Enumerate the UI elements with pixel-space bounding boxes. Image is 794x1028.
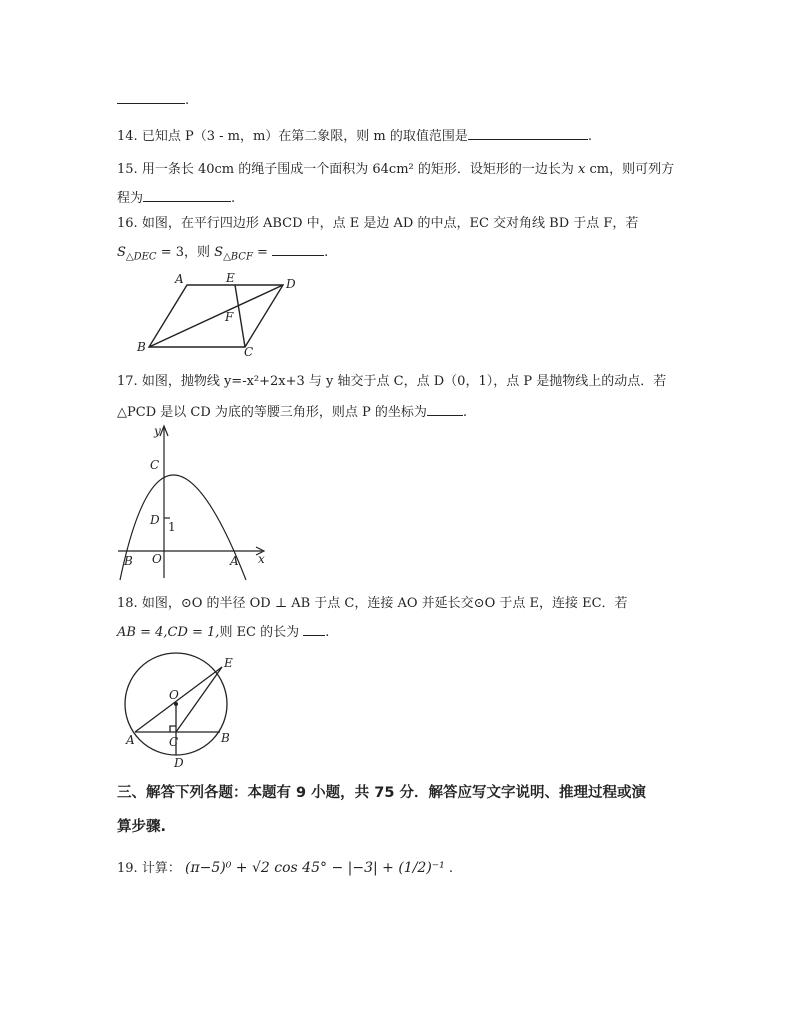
question-17: [117, 370, 666, 389]
label-a: A: [175, 272, 184, 286]
answer-blank: [303, 622, 325, 636]
question-number: 14.: [117, 129, 138, 144]
parabola-figure: [112, 420, 272, 582]
question-number: 19.: [117, 861, 138, 876]
question-number: 17.: [117, 374, 138, 389]
question-14: 14. 已知点 P（3 - m，m）在第二象限，则 m 的取值范围是 .: [117, 125, 592, 144]
label-x: x: [258, 552, 265, 566]
label-b: B: [221, 731, 230, 745]
answer-blank: [117, 90, 185, 104]
label-o: O: [169, 688, 179, 702]
question-text: 如图，在平行四边形 ABCD 中，点 E 是边 AD 的中点，EC 交对角线 BD 于点 F，若: [141, 216, 639, 231]
question-18-line2: AB = 4,CD = 1,则 EC 的长为 .: [117, 621, 329, 640]
question-text: 如图，抛物线 y=-x²+2x+3 与 y 轴交于点 C，点 D（0，1），点 P 是抛物线上的动点．若: [141, 374, 667, 389]
answer-blank: [427, 402, 463, 416]
question-19: 19. 计算： (π−5)⁰ + √2 cos 45° − |−3| + (1/2)⁻¹ .: [117, 860, 454, 876]
q13-answer-line: .: [117, 90, 189, 108]
label-y: y: [154, 424, 161, 438]
label-a: A: [230, 554, 239, 568]
label-c: C: [150, 458, 160, 472]
label-b: B: [137, 340, 146, 354]
answer-blank: [272, 242, 324, 256]
label-o: O: [152, 552, 162, 566]
question-16-line2: $S_{\triangle DEC} = 3$，则 $S_{\triangle BCF}$ = .: [117, 241, 328, 263]
question-number: 16.: [117, 216, 138, 231]
circle-figure: [118, 650, 248, 772]
label-e: E: [224, 656, 233, 670]
question-text: 如图，⊙O 的半径 OD ⊥ AB 于点 C，连接 AO 并延长交⊙O 于点 E，连接 EC．若: [141, 596, 628, 611]
parabola-curve: [120, 475, 246, 580]
label-c: C: [169, 735, 179, 749]
section-3-heading-line2: 算步骤.: [117, 819, 167, 835]
label-f: F: [225, 310, 234, 324]
right-angle-mark: [170, 726, 176, 732]
math-expression: (π−5)⁰ + √2 cos 45° − |−3| + (1/2)⁻¹: [184, 860, 445, 876]
question-number: 18.: [117, 596, 138, 611]
label-a: A: [126, 733, 135, 747]
answer-blank: [468, 126, 588, 140]
question-18: [117, 592, 628, 611]
label-c: C: [244, 345, 254, 359]
parallelogram-figure: [130, 270, 310, 360]
label-d: D: [150, 513, 160, 527]
section-3-heading: 三、解答下列各题：本题有 9 小题，共 75 分．解答应写文字说明、推理过程或演: [117, 785, 646, 801]
center-point: [174, 702, 178, 706]
question-16: [117, 212, 638, 231]
label-one: 1: [168, 520, 176, 534]
label-b: B: [124, 554, 133, 568]
label-d: D: [174, 756, 184, 770]
diagonal-bd: [149, 285, 283, 347]
question-15: 15. 用一条长 40cm 的绳子围成一个面积为 64cm² 的矩形．设矩形的一边长为 x cm，则可列方: [117, 162, 675, 177]
question-15-line2: 程为 .: [117, 187, 235, 206]
question-text: 已知点 P（3 - m，m）在第二象限，则 m 的取值范围是: [141, 129, 468, 144]
segment-ec: [176, 667, 222, 732]
answer-blank: [143, 188, 231, 202]
label-d: D: [286, 277, 296, 291]
segment-ec: [235, 285, 245, 347]
question-text: 用一条长 40cm 的绳子围成一个面积为 64cm² 的矩形．设矩形的一边长为: [141, 162, 574, 177]
question-17-line2: △PCD 是以 CD 为底的等腰三角形，则点 P 的坐标为 .: [117, 401, 467, 420]
label-e: E: [226, 271, 235, 285]
question-number: 15.: [117, 162, 138, 177]
variable: x: [578, 162, 586, 177]
